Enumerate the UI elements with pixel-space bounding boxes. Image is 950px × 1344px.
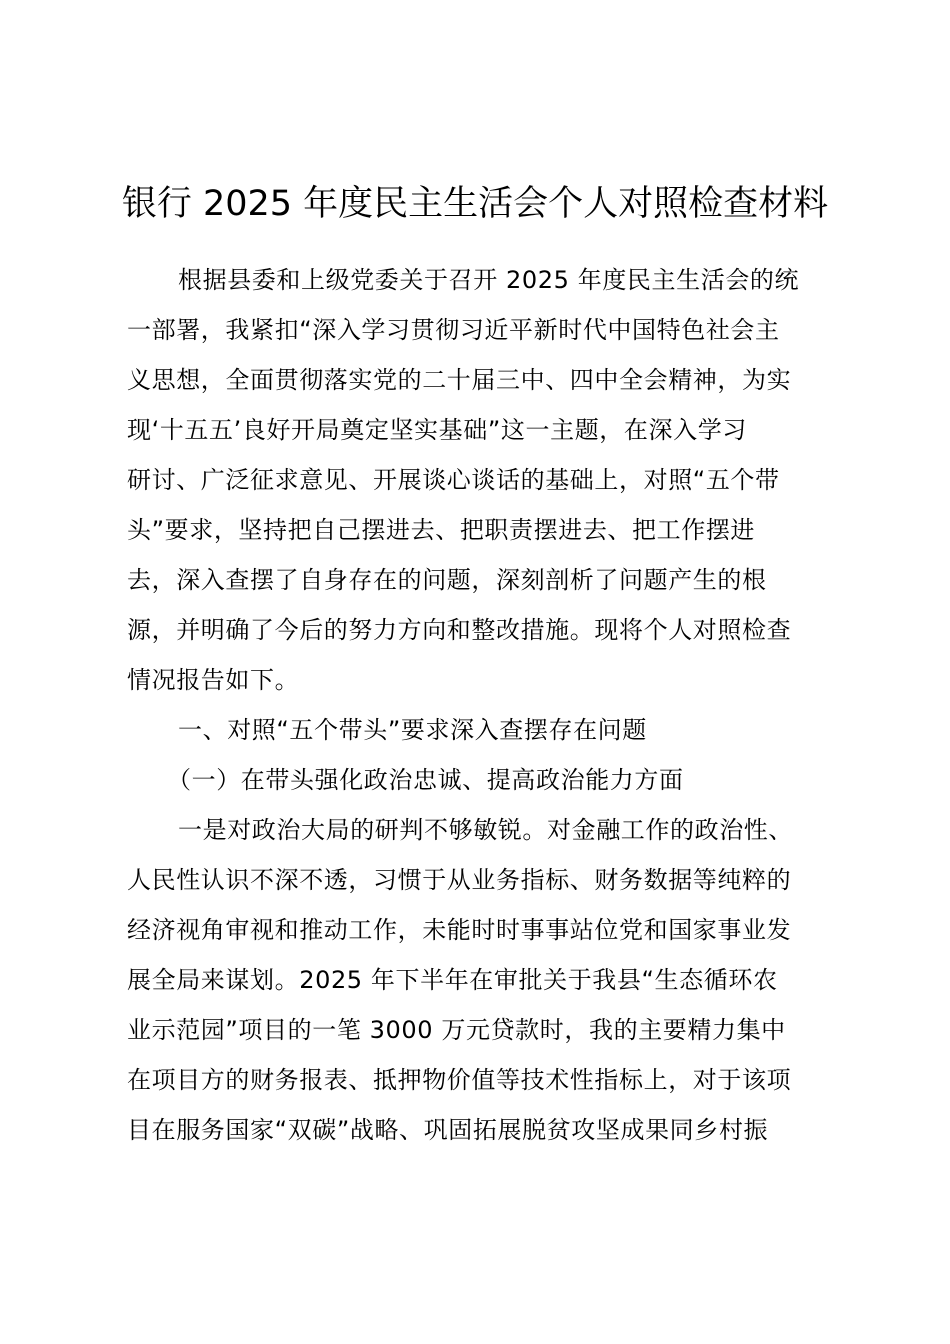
paragraph-intro-line: 研讨、广泛征求意见、开展谈心谈话的基础上，对照“五个带 [127, 466, 780, 494]
paragraph-point-line: 一是对政治大局的研判不够敏锐。对金融工作的政治性、 [178, 816, 793, 844]
paragraph-intro-line: 根据县委和上级党委关于召开 2025 年度民主生活会的统 [178, 266, 800, 294]
paragraph-point-line: 展全局来谋划。2025 年下半年在审批关于我县“生态循环农 [127, 966, 778, 994]
paragraph-intro-line: 一部署，我紧扣“深入学习贯彻习近平新时代中国特色社会主 [127, 316, 780, 344]
paragraph-intro-line: 情况报告如下。 [127, 666, 300, 694]
paragraph-point-line: 业示范园”项目的一笔 3000 万元贷款时，我的主要精力集中 [127, 1016, 786, 1044]
paragraph-intro-line: 头”要求，坚持把自己摆进去、把职责摆进去、把工作摆进 [127, 516, 756, 544]
paragraph-point-line: 目在服务国家“双碳”战略、巩固拓展脱贫攻坚成果同乡村振 [127, 1116, 769, 1144]
paragraph-intro-line: 义思想，全面贯彻落实党的二十届三中、四中全会精神，为实 [127, 366, 792, 394]
paragraph-intro-line: 去，深入查摆了自身存在的问题，深刻剖析了问题产生的根 [127, 566, 767, 594]
paragraph-point-line: 经济视角审视和推动工作，未能时时事事站位党和国家事业发 [127, 916, 792, 944]
paragraph-point-line: 在项目方的财务报表、抵押物价值等技术性指标上，对于该项 [127, 1066, 792, 1094]
subsection-heading: （一）在带头强化政治忠诚、提高政治能力方面 [167, 766, 684, 794]
paragraph-intro-line: 源，并明确了今后的努力方向和整改措施。现将个人对照检查 [127, 616, 792, 644]
paragraph-intro-line: 现‘十五五’良好开局奠定坚实基础”这一主题，在深入学习 [127, 416, 747, 444]
document-title: 银行 2025 年度民主生活会个人对照检查材料 [121, 184, 829, 224]
document-body [127, 255, 833, 1155]
paragraph-point-line: 人民性认识不深不透，习惯于从业务指标、财务数据等纯粹的 [127, 866, 792, 894]
section-heading: 一、对照“五个带头”要求深入查摆存在问题 [178, 716, 647, 744]
